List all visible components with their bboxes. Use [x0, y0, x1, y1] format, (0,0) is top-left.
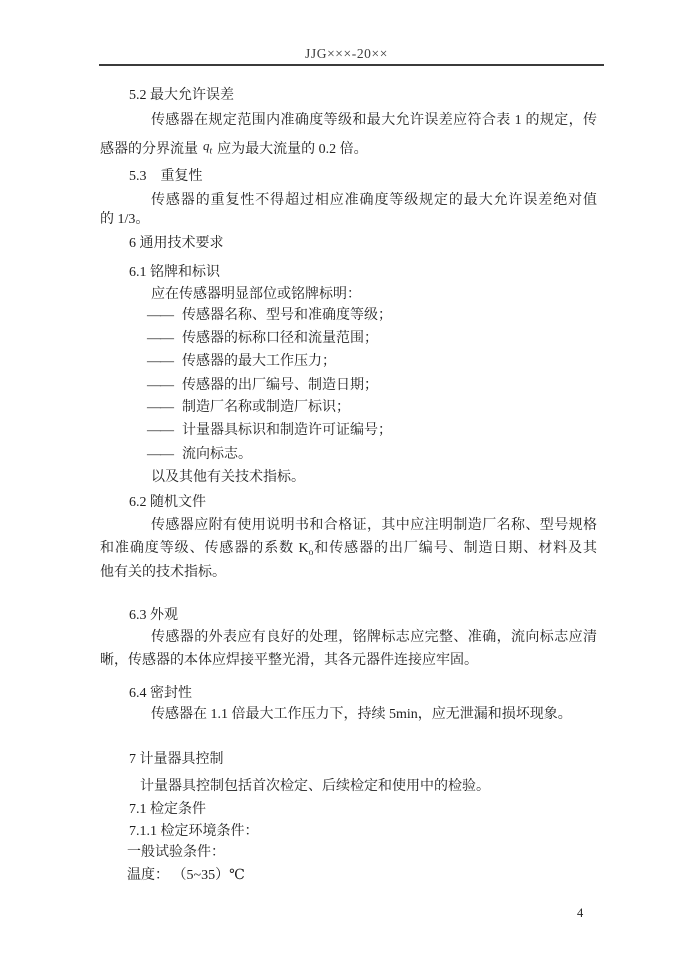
section-5-2-para-line-1: 传感器在规定范围内准确度等级和最大允许误差应符合表 1 的规定，传 — [151, 113, 597, 128]
section-6-3-para-line-2: 晰，传感器的本体应焊接平整光滑，其各元器件连接应牢固。 — [100, 653, 478, 668]
para-text: 应为最大流量的 0.2 倍。 — [217, 142, 368, 157]
nameplate-list-item — [147, 376, 378, 395]
section-5-3-para-line-2: 的 1/3。 — [100, 212, 150, 227]
formula-subscript: t — [209, 146, 213, 157]
list-dash: —— — [147, 423, 173, 438]
list-item-text: 传感器的最大工作压力； — [182, 354, 336, 369]
section-6-4-heading: 6.4 密封性 — [129, 686, 192, 701]
doc-code: JJG×××-20×× — [305, 46, 388, 61]
section-5-2-para-line-2 — [100, 139, 368, 165]
section-7-1-1-heading: 7.1.1 检定环境条件： — [129, 824, 259, 839]
section-6-4-para-line-1: 传感器在 1.1 倍最大工作压力下，持续 5min，应无泄漏和损坏现象。 — [151, 707, 572, 722]
para-text: 和准确度等级、传感器的系数 K — [100, 541, 309, 556]
general-test-conditions: 一般试验条件： — [127, 845, 225, 860]
list-dash: —— — [147, 331, 173, 346]
nameplate-list-item — [147, 352, 336, 371]
section-6-3-heading: 6.3 外观 — [129, 608, 178, 623]
formula-base: q — [203, 138, 210, 153]
section-6-2-heading: 6.2 随机文件 — [129, 495, 206, 510]
section-6-1-heading: 6.1 铭牌和标识 — [129, 265, 220, 280]
header-rule — [99, 64, 604, 66]
temperature-condition: 温度： （5~35）℃ — [127, 868, 245, 883]
section-5-2-heading: 5.2 最大允许误差 — [129, 88, 234, 103]
section-6-1-intro: 应在传感器明显部位或铭牌标明： — [151, 287, 361, 302]
section-7-para-line-1: 计量器具控制包括首次检定、后续检定和使用中的检验。 — [140, 779, 490, 794]
para-text: 感器的分界流量 — [100, 142, 198, 157]
flow-rate-formula — [203, 138, 213, 157]
list-dash: —— — [147, 378, 173, 393]
section-6-heading: 6 通用技术要求 — [129, 236, 224, 251]
list-dash: —— — [147, 400, 173, 415]
section-6-2-para-line-1: 传感器应附有使用说明书和合格证，其中应注明制造厂名称、型号规格 — [151, 518, 597, 533]
section-7-1-heading: 7.1 检定条件 — [129, 802, 206, 817]
list-item-text: 制造厂名称或制造厂标识； — [182, 400, 350, 415]
nameplate-list-item — [147, 329, 378, 348]
list-item-text: 传感器的出厂编号、制造日期； — [182, 378, 378, 393]
list-dash: —— — [147, 354, 173, 369]
coefficient-subscript: o — [308, 548, 314, 558]
nameplate-list-item — [147, 421, 392, 440]
list-dash: —— — [147, 447, 173, 462]
section-5-3-para-line-1: 传感器的重复性不得超过相应准确度等级规定的最大允许误差绝对值 — [151, 193, 597, 208]
section-5-3-heading: 5.3 重复性 — [129, 169, 203, 184]
nameplate-list-item — [147, 445, 252, 464]
section-6-2-para-line-2 — [100, 539, 597, 559]
nameplate-list-item — [147, 398, 350, 417]
section-6-1-outro: 以及其他有关技术指标。 — [151, 470, 305, 485]
section-6-3-para-line-1: 传感器的外表应有良好的处理，铭牌标志应完整、准确，流向标志应清 — [151, 630, 597, 645]
page-number: 4 — [577, 906, 584, 920]
list-dash: —— — [147, 308, 173, 323]
section-6-2-para-line-3: 他有关的技术指标。 — [100, 565, 226, 580]
section-7-heading: 7 计量器具控制 — [129, 752, 224, 767]
list-item-text: 计量器具标识和制造许可证编号； — [182, 423, 392, 438]
para-text: 和传感器的出厂编号、制造日期、材料及其 — [313, 541, 597, 556]
list-item-text: 流向标志。 — [182, 447, 252, 462]
list-item-text: 传感器的标称口径和流量范围； — [182, 331, 378, 346]
list-item-text: 传感器名称、型号和准确度等级； — [182, 308, 392, 323]
nameplate-list-item — [147, 306, 392, 325]
